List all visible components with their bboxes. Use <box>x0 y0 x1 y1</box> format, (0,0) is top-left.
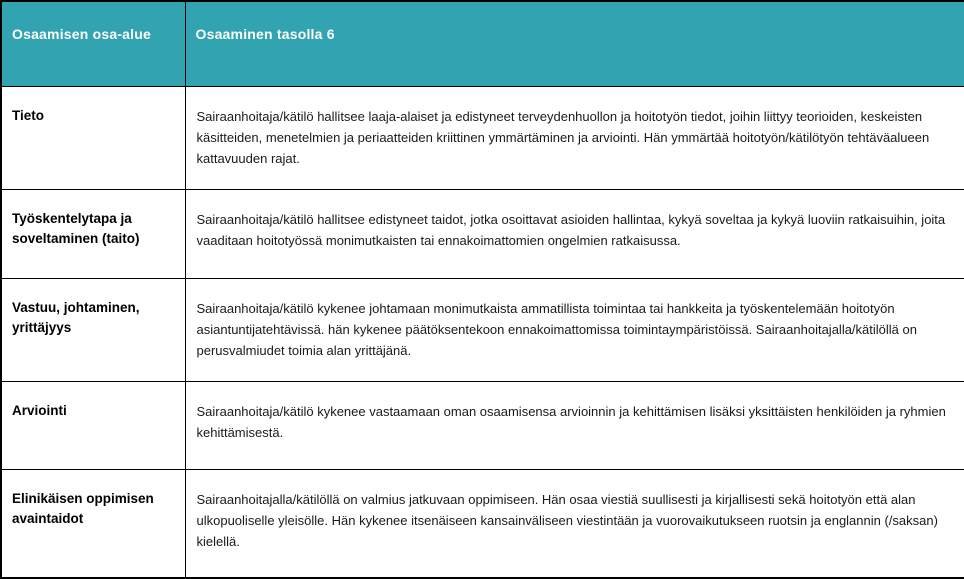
area-cell-elinikainen-oppiminen: Elinikäisen oppimisen avaintaidot <box>1 469 185 578</box>
table-row <box>1 381 964 469</box>
table-row <box>1 189 964 278</box>
description-cell-vastuu: Sairaanhoitaja/kätilö kykenee johtamaan monimutkaista ammatillista toimintaa tai hankkeita ja työskentelemään hoitotyön asiantuntijatehtävissä. hän kykenee päätöksentekoon ennakoimattomissa toimintaympäristöissä. Sairaanhoitajalla/kätilöllä on perusvalmiudet toimia alan yrittäjänä. <box>185 278 964 381</box>
description-cell-arviointi: Sairaanhoitaja/kätilö kykenee vastaamaan oman osaamisensa arvioinnin ja kehittämisen lisäksi yksittäisten henkilöiden ja ryhmien kehittämisestä. <box>185 381 964 469</box>
description-cell-elinikainen-oppiminen: Sairaanhoitajalla/kätilöllä on valmius jatkuvaan oppimiseen. Hän osaa viestiä suullisesti ja kirjallisesti sekä hoitotyön että alan ulkopuoliselle yleisölle. Hän kykenee itsenäiseen kansainväliseen viestintään ja vuorovaikutukseen ruotsin ja englannin (/saksan) kielellä. <box>185 469 964 578</box>
column-header-level-6: Osaaminen tasolla 6 <box>185 1 964 86</box>
column-header-competence-area: Osaamisen osa-alue <box>1 1 185 86</box>
table-header <box>1 1 964 86</box>
area-cell-vastuu: Vastuu, johtaminen, yrittäjyys <box>1 278 185 381</box>
area-cell-arviointi: Arviointi <box>1 381 185 469</box>
area-cell-tyoskentelytapa: Työskentelytapa ja soveltaminen (taito) <box>1 189 185 278</box>
header-row <box>1 1 964 86</box>
description-cell-tyoskentelytapa: Sairaanhoitaja/kätilö hallitsee edistyneet taidot, jotka osoittavat asioiden hallintaa, kykyä soveltaa ja kykyä luoviin ratkaisuihin, joita vaaditaan hoitotyössä monimutkaisten tai ennakoimattomien ongelmien ratkaisussa. <box>185 189 964 278</box>
table-row <box>1 469 964 578</box>
table-row <box>1 278 964 381</box>
table-body <box>1 86 964 578</box>
table-row <box>1 86 964 189</box>
description-cell-tieto: Sairaanhoitaja/kätilö hallitsee laaja-alaiset ja edistyneet terveydenhuollon ja hoitotyön tiedot, joihin liittyy teorioiden, keskeisten käsitteiden, menetelmien ja periaatteiden kriittinen ymmärtäminen ja arviointi. Hän ymmärtää hoitotyön/kätilötyön tehtäväalueen kattavuuden rajat. <box>185 86 964 189</box>
area-cell-tieto: Tieto <box>1 86 185 189</box>
